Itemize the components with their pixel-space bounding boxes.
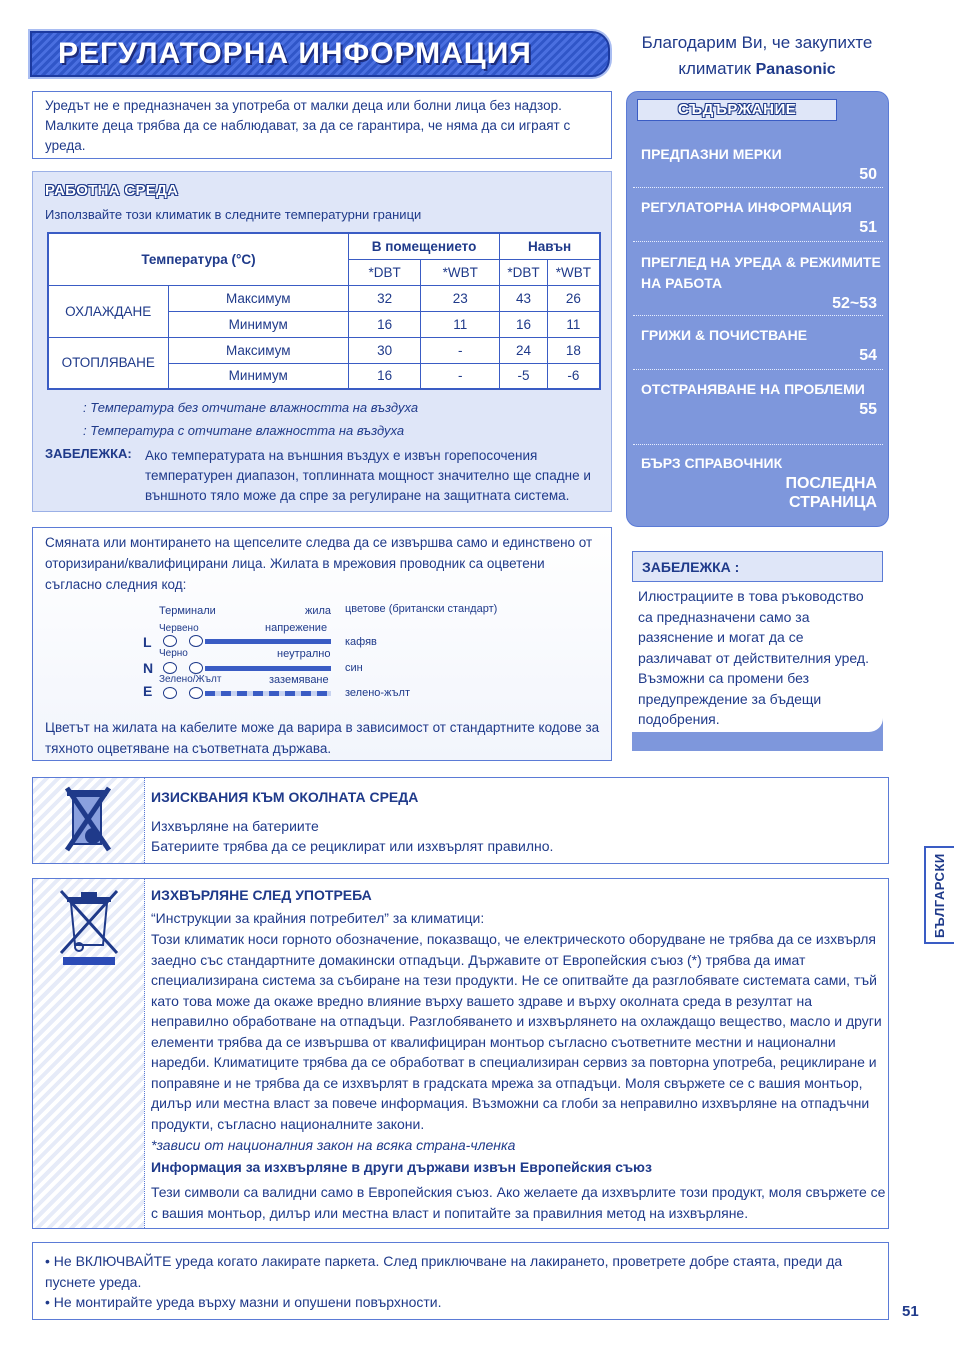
red-label: Червено (159, 623, 199, 634)
thanks-line1: Благодарим Ви, че закупихте (641, 33, 873, 52)
env-note-text: Ако температурата на външния въздух е извън горепосочения температурен диапазон, топлинната мощност значително ще спадне и външното тяло може да спре за регулиране на защитната система. (145, 448, 591, 503)
environment-heading: РАБОТНА СРЕДА (45, 182, 179, 199)
note-text: Илюстрациите в това ръководство са предназначени само за разяснение и могат да се различават от действителния уред. Възможни са промени без предупреждение за бъдещи подобрения. (632, 582, 883, 732)
dbt-in: *DBT (348, 259, 420, 285)
crossed-battery-bin-icon (33, 778, 145, 863)
cooling-label: ОХЛАЖДАНЕ (48, 285, 168, 337)
outdoor-header: Навън (500, 233, 600, 259)
wiring-intro: Смяната или монтирането на щепселите следва да се извършва само и единствено от оторизирани/квалифицирани лица. Жилата в мрежовия проводник са оцветени съгласно следния код: (45, 535, 593, 592)
terminal-l: L (143, 634, 152, 650)
contents-item-label: ПРЕГЛЕД НА УРЕДА & РЕЖИМИТЕ НА РАБОТА (641, 254, 881, 291)
table-cell: 32 (348, 285, 420, 311)
thanks-line2: климатик (678, 59, 751, 78)
contents-item[interactable] (633, 197, 883, 242)
wiring-footer: Цветът на жилата на кабелите може да варира в зависимост от стандартните кодове за тяхното оцветяване на съответната държава. (45, 720, 600, 756)
weee-bin-icon (33, 879, 145, 979)
cooling-min-label: Минимум (168, 311, 348, 337)
dbt-out: *DBT (500, 259, 548, 285)
wiring-box (32, 527, 612, 761)
table-cell: - (421, 337, 500, 363)
contents-item[interactable] (633, 252, 883, 316)
operating-environment (32, 171, 612, 512)
outside-eu-text: Тези символи са валидни само в Европейския съюз. Ако желаете да изхвърлите този продукт, моля свържете се с вашия монтьор, дилър или местна власт и попитайте за правилния метод на изхвърляне. (151, 1184, 886, 1221)
table-cell: 16 (348, 363, 420, 389)
voltage-label: напрежение (265, 622, 328, 634)
footnote-wbt: : Температура с отчитане влажността на въздуха (83, 423, 405, 438)
contents-item-page: ПОСЛЕДНА СТРАНИЦА (785, 475, 877, 511)
usage-tips (32, 1242, 889, 1320)
footnote-dbt: : Температура без отчитане влажността на въздуха (83, 400, 419, 415)
contents-item-page: 51 (859, 219, 877, 236)
wbt-out: *WBT (547, 259, 600, 285)
contents-item[interactable] (633, 144, 883, 188)
table-cell: 11 (421, 311, 500, 337)
table-cell: 43 (500, 285, 548, 311)
contents-item[interactable] (633, 325, 883, 370)
requirements-line1: Изхвърляне на батериите (151, 818, 319, 834)
contents-item-page: 54 (859, 347, 877, 364)
page-number: 51 (902, 1303, 919, 1320)
icon-column (33, 879, 145, 1228)
language-tab (924, 846, 954, 944)
table-cell: - (421, 363, 500, 389)
page-title-bar (30, 31, 610, 77)
child-warning: Уредът не е предназначен за употреба от малки деца или болни лица без надзор. Малките деца трябва да се наблюдават, за да се гарантира, че няма да си играят с уреда. (32, 91, 612, 159)
table-cell: -5 (500, 363, 548, 389)
table-cell: 18 (547, 337, 600, 363)
language-tab-label: БЪЛГАРСКИ (932, 853, 947, 938)
thanks-note (612, 30, 902, 83)
table-cell: 16 (348, 311, 420, 337)
disposal-heading: ИЗХВЪРЛЯНЕ СЛЕД УПОТРЕБА (151, 887, 372, 903)
greenyellow-label: Зелено/Жълт (159, 674, 222, 685)
heating-label: ОТОПЛЯВАНЕ (48, 337, 168, 389)
blue-label: син (345, 662, 363, 674)
terminal-e: E (143, 683, 153, 699)
env-note-label: ЗАБЕЛЕЖКА: (45, 446, 132, 461)
icon-column (33, 778, 145, 863)
environment-subtitle: Използвайте този климатик в следните температурни граници (45, 207, 422, 222)
outside-eu-heading: Информация за изхвърляне в други държави извън Европейския съюз (151, 1159, 652, 1175)
contents-item-label: БЪРЗ СПРАВОЧНИК (641, 455, 783, 471)
contents-panel (626, 91, 889, 527)
temp-header: Температура (°C) (48, 233, 348, 285)
disposal-law: *зависи от националния закон на всяка страна-членка (151, 1137, 516, 1153)
ground-label: заземяване (269, 674, 329, 686)
environment-requirements (32, 777, 889, 864)
disposal-section (32, 878, 889, 1229)
contents-item-page: 50 (859, 166, 877, 183)
cooling-max-label: Максимум (168, 285, 348, 311)
requirements-line2: Батериите трябва да се рециклират или изхвърлят правилно. (151, 838, 554, 854)
requirements-heading: ИЗИСКВАНИЯ КЪМ ОКОЛНАТА СРЕДА (151, 789, 419, 805)
brown-label: кафяв (345, 636, 377, 648)
screw-icon (189, 635, 203, 647)
table-cell: 11 (547, 311, 600, 337)
live-wire (205, 639, 331, 644)
screw-icon (163, 662, 177, 674)
table-cell: 24 (500, 337, 548, 363)
indoor-header: В помещението (348, 233, 499, 259)
wire-label: жила (305, 605, 332, 617)
neutral-wire (205, 666, 331, 671)
contents-item-page: 55 (859, 401, 877, 418)
contents-item[interactable] (633, 379, 883, 445)
contents-item-label: ГРИЖИ & ПОЧИСТВАНЕ (641, 327, 808, 343)
contents-heading: СЪДЪРЖАНИЕ (637, 99, 837, 121)
contents-item[interactable] (633, 453, 883, 517)
illustration-note (632, 551, 883, 751)
contents-item-page: 52~53 (832, 295, 877, 312)
heating-min-label: Минимум (168, 363, 348, 389)
table-cell: -6 (547, 363, 600, 389)
contents-item-label: ПРЕДПАЗНИ МЕРКИ (641, 146, 782, 162)
table-cell: 16 (500, 311, 548, 337)
terminals-label: Терминали (159, 605, 216, 617)
terminal-n: N (143, 660, 154, 676)
screw-icon (189, 662, 203, 674)
contents-item-label: РЕГУЛАТОРНА ИНФОРМАЦИЯ (641, 199, 852, 215)
table-cell: 30 (348, 337, 420, 363)
temperature-table (47, 232, 601, 390)
wbt-in: *WBT (421, 259, 500, 285)
table-cell: 26 (547, 285, 600, 311)
brand-logo: Panasonic (755, 61, 836, 78)
disposal-quote: “Инструкции за крайния потребител” за климатици: (151, 910, 485, 926)
disposal-body: Този климатик носи горното обозначение, показващо, че електрическото оборудване не трябва да се изхвърля заедно със стандартните домакински отпадъци. Държавите от Европейския съюз (*) трябва да имат специализирана система за събиране на тези продукти. Не се опитвайте да разглобявате системата сами, тъй като това може да окаже вредно влияние върху вашето здраве и върху околната среда в резултат на неправилно обработване на отпадъци. Разглобяването и изхвърлянето на охлаждащо вещество, масло и други елементи трябва да се извършва от квалифициран монтьор съгласно съответните местни и национални наредби. Климатиците трябва да се обработват в специализиран сервиз за повторна употреба, рециклиране и поправяне и не трябва да се изхвърлят в градската мрежа за отпадъци. Моля свържете се с вашия монтьор, дилър или местна власт за повече информация. Възможни са глоби за неправилно изхвърляне на отпадъчни продукти, съгласно националните закони. (151, 931, 882, 1132)
greenyellow-std-label: зелено-жълт (345, 687, 410, 699)
tip-item: • Не монтирайте уреда върху мазни и опушени повърхности. (45, 1294, 442, 1310)
tip-item: • Не ВКЛЮЧВАЙТЕ уреда когато лакирате паркета. След приключване на лакирането, проветрете добре стаята, преди да пуснете уреда. (45, 1253, 843, 1290)
colors-std-label: цветове (британски стандарт) (345, 603, 498, 615)
table-cell: 23 (421, 285, 500, 311)
neutral-label: неутрално (277, 648, 331, 660)
screw-icon (163, 687, 177, 699)
heating-max-label: Максимум (168, 337, 348, 363)
screw-icon (163, 635, 177, 647)
black-label: Черно (159, 648, 188, 659)
contents-item-label: ОТСТРАНЯВАНЕ НА ПРОБЛЕМИ (641, 381, 865, 397)
page-title: РЕГУЛАТОРНА ИНФОРМАЦИЯ (58, 37, 532, 70)
screw-icon (189, 687, 203, 699)
note-heading: ЗАБЕЛЕЖКА : (632, 551, 883, 582)
ground-wire (205, 691, 331, 696)
